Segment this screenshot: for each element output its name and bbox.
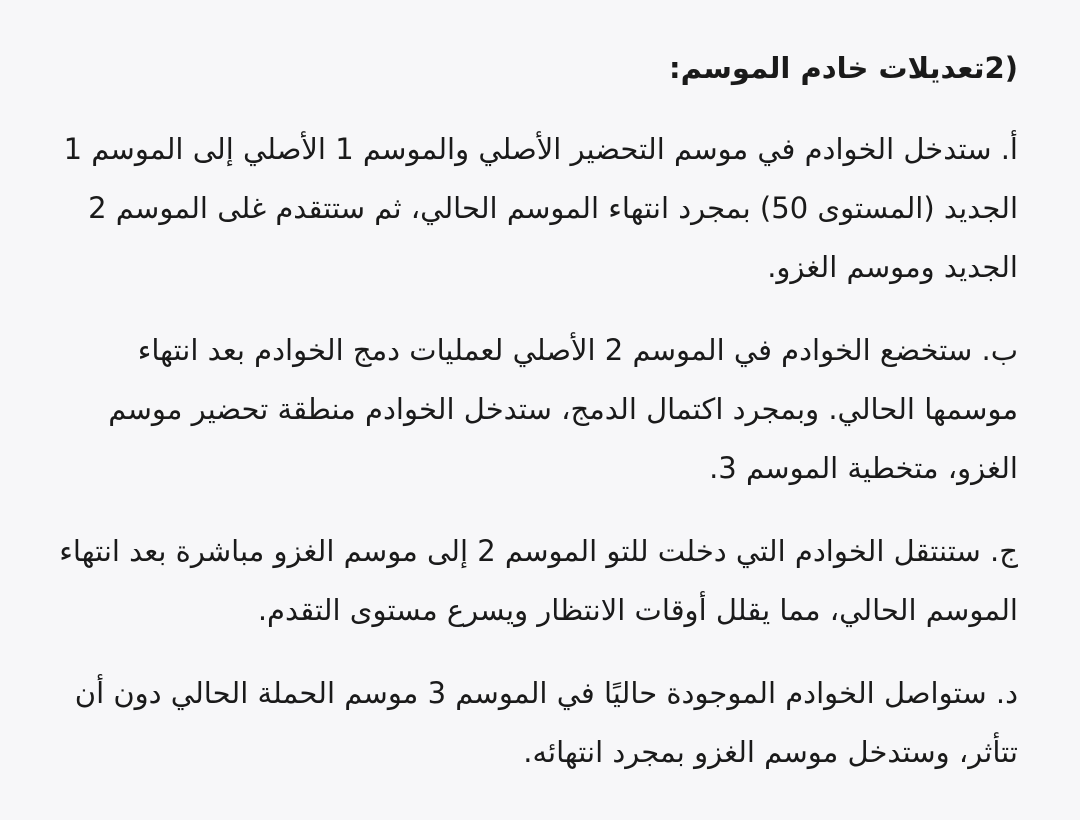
paragraph-c: ج. ستنتقل الخوادم التي دخلت للتو الموسم 2 إلى موسم الغزو مباشرة بعد انتهاء الموسم الحالي، مما يقلل أوقات الانتظار ويسرع مستوى التقدم. [59, 534, 1018, 627]
paragraph-d: د. ستواصل الخوادم الموجودة حاليًا في الموسم 3 موسم الحملة الحالي دون أن تتأثر، وستدخل موسم الغزو بمجرد انتهائه. [74, 676, 1018, 769]
paragraph-b: ب. ستخضع الخوادم في الموسم 2 الأصلي لعمليات دمج الخوادم بعد انتهاء موسمها الحالي. وبمجرد اكتمال الدمج، ستدخل الخوادم منطقة تحضير موسم الغزو، متخطية الموسم 3. [108, 333, 1018, 485]
paragraph-a: أ. ستدخل الخوادم في موسم التحضير الأصلي والموسم 1 الأصلي إلى الموسم 1 الجديد (المستوى 50) بمجرد انتهاء الموسم الحالي، ثم ستتقدم غلى الموسم 2 الجديد وموسم الغزو. [63, 132, 1018, 284]
section-heading: (2تعديلات خادم الموسم: [669, 51, 1018, 85]
